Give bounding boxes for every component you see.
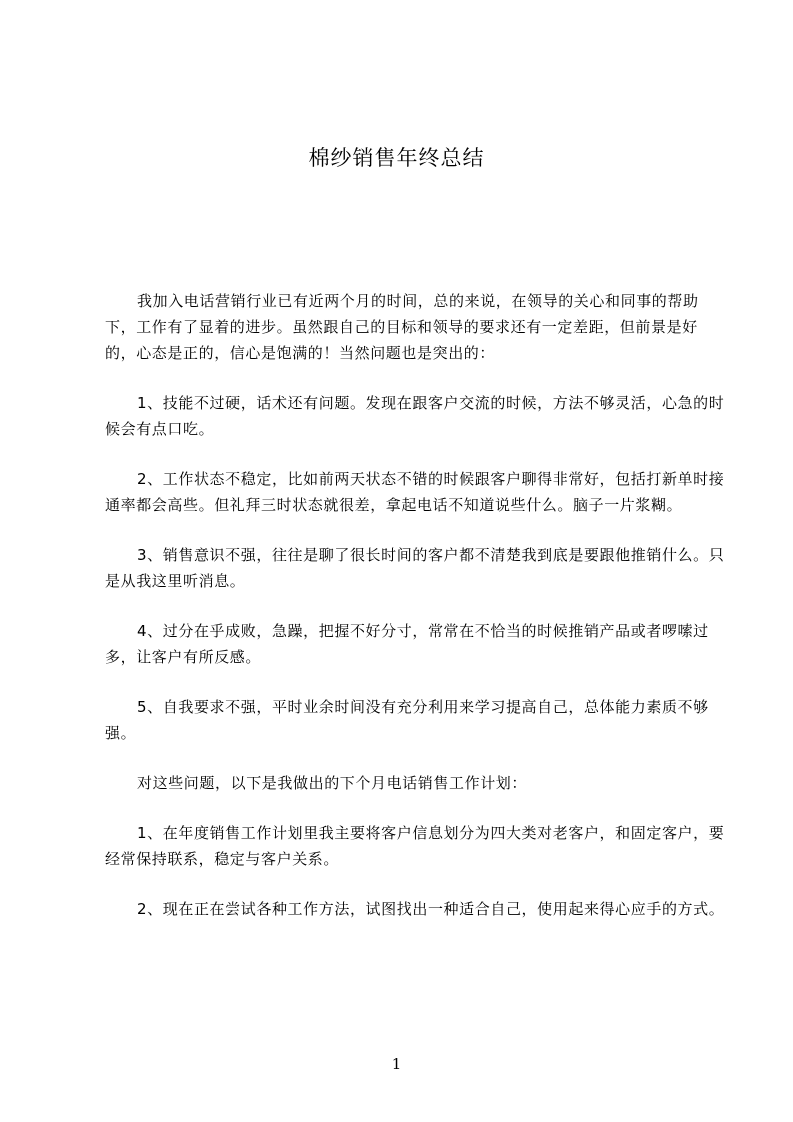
document-body <box>105 288 725 946</box>
paragraph-problem-1: 1、技能不过硬，话术还有问题。发现在跟客户交流的时候，方法不够灵活，心急的时候会有点口吃。 <box>105 394 725 438</box>
paragraph-problem-4: 4、过分在乎成败，急躁，把握不好分寸，常常在不恰当的时候推销产品或者啰嗦过多，让客户有所反感。 <box>105 622 709 666</box>
document-title: 棉纱销售年终总结 <box>308 146 485 170</box>
paragraph-problem-2: 2、工作状态不稳定，比如前两天状态不错的时候跟客户聊得非常好，包括打新单时接通率都会高些。但礼拜三时状态就很差，拿起电话不知道说些什么。脑子一片浆糊。 <box>105 470 725 514</box>
page-number: 1 <box>391 1055 402 1073</box>
paragraph-plan-1: 1、在年度销售工作计划里我主要将客户信息划分为四大类对老客户，和固定客户，要经常保持联系，稳定与客户关系。 <box>105 824 725 868</box>
paragraph-problem-3: 3、销售意识不强，往往是聊了很长时间的客户都不清楚我到底是要跟他推销什么。只是从我这里听消息。 <box>105 546 725 590</box>
paragraph-plan-intro: 对这些问题，以下是我做出的下个月电话销售工作计划： <box>137 774 528 792</box>
paragraph-plan-2: 2、现在正在尝试各种工作方法，试图找出一种适合自己，使用起来得心应手的方式。 <box>137 900 725 918</box>
paragraph-problem-5: 5、自我要求不强，平时业余时间没有充分利用来学习提高自己，总体能力素质不够强。 <box>105 698 709 742</box>
paragraph-intro: 我加入电话营销行业已有近两个月的时间，总的来说，在领导的关心和同事的帮助下，工作有了显着的进步。虽然跟自己的目标和领导的要求还有一定差距，但前景是好的，心态是正的，信心是饱满的！当然问题也是突出的： <box>105 292 699 362</box>
